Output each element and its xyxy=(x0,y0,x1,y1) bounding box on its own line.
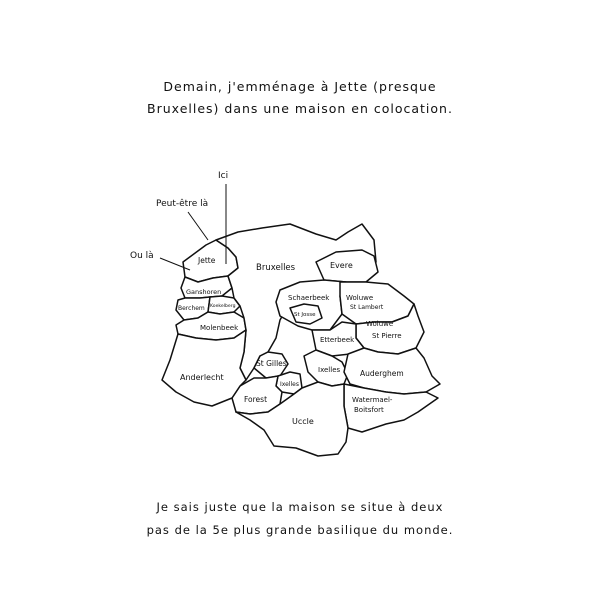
label-anderlecht: Anderlecht xyxy=(180,373,224,382)
label-st-josse: St Josse xyxy=(294,312,316,318)
label-st-gilles: St Gilles xyxy=(256,359,287,368)
outro-line-2: pas de la 5e plus grande basilique du monde. xyxy=(146,523,454,537)
label-auderghem: Auderghem xyxy=(360,369,404,378)
label-ixelles-small: Ixelles xyxy=(280,381,299,388)
label-ixelles: Ixelles xyxy=(318,366,341,374)
outro-line-1: Je sais juste que la maison se situe à deux xyxy=(156,500,444,514)
label-woluwe-st-lambert: Woluwe St Lambert xyxy=(346,294,384,311)
peut-etre-arrow xyxy=(188,212,208,240)
region-anderlecht xyxy=(162,330,246,406)
label-woluwe-st-pierre: Woluwe St Pierre xyxy=(366,320,402,340)
label-ganshoren: Ganshoren xyxy=(186,288,222,296)
label-berchem: Berchem xyxy=(178,305,205,312)
label-etterbeek: Etterbeek xyxy=(320,336,355,344)
label-molenbeek: Molenbeek xyxy=(200,324,239,332)
label-schaerbeek: Schaerbeek xyxy=(288,294,330,302)
label-watermael: Watermael-Boitsfort xyxy=(352,396,393,414)
annotation-ou-la: Ou là xyxy=(130,251,154,261)
label-forest: Forest xyxy=(244,395,268,404)
label-uccle: Uccle xyxy=(292,417,314,426)
label-evere: Evere xyxy=(330,261,353,270)
intro-line-2: Bruxelles) dans une maison en colocation. xyxy=(147,101,453,116)
outro-caption xyxy=(0,496,600,542)
label-koekelberg: Koekelberg xyxy=(210,304,236,309)
label-jette: Jette xyxy=(198,256,216,265)
annotation-peut-etre: Peut-être là xyxy=(156,199,209,209)
intro-line-1: Demain, j'emménage à Jette (presque xyxy=(163,79,437,94)
label-bruxelles: Bruxelles xyxy=(256,263,296,273)
annotation-ici: Ici xyxy=(218,171,229,181)
